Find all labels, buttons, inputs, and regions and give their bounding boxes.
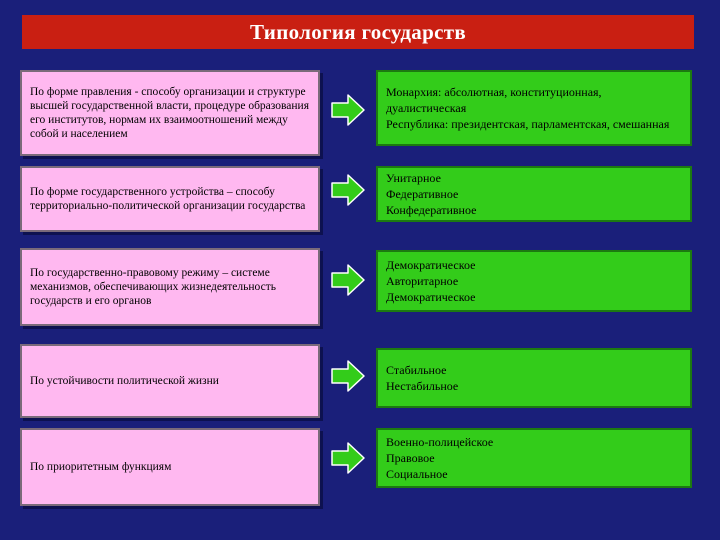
criterion-text: По форме государственного устройства – способу территориально-политической организации государства — [30, 186, 306, 212]
arrow-right-icon — [330, 262, 366, 298]
type-item: Республика: президентская, парламентская, смешанная — [386, 117, 670, 131]
type-item: Стабильное — [386, 363, 447, 377]
criterion-text: По устойчивости политической жизни — [30, 375, 219, 387]
types-box-stability — [376, 348, 692, 408]
type-item: Федеративное — [386, 187, 459, 201]
criterion-box-form-of-government — [20, 70, 320, 156]
type-item: Монархия: абсолютная, конституционная, дуалистическая — [386, 85, 602, 115]
arrow-right-icon — [330, 92, 366, 128]
criterion-box-form-of-structure — [20, 166, 320, 232]
criterion-box-stability — [20, 344, 320, 418]
type-item: Унитарное — [386, 171, 441, 185]
types-box-priority-functions — [376, 428, 692, 488]
type-item: Конфедеративное — [386, 203, 477, 217]
type-item: Демократическое — [386, 258, 476, 272]
types-box-form-of-government — [376, 70, 692, 146]
criterion-text: По приоритетным функциям — [30, 461, 172, 473]
type-item: Правовое — [386, 451, 435, 465]
type-item: Социальное — [386, 467, 448, 481]
types-box-form-of-structure — [376, 166, 692, 222]
criterion-box-priority-functions — [20, 428, 320, 506]
type-item: Военно-полицейское — [386, 435, 494, 449]
arrow-right-icon — [330, 358, 366, 394]
page-title: Типология государств — [22, 15, 694, 49]
criterion-text: По государственно-правовому режиму – системе механизмов, обеспечивающих жизнедеятельность государств и его органов — [30, 267, 276, 307]
arrow-right-icon — [330, 440, 366, 476]
types-box-legal-regime — [376, 250, 692, 312]
type-item: Авторитарное — [386, 274, 459, 288]
arrow-right-icon — [330, 172, 366, 208]
criterion-box-legal-regime — [20, 248, 320, 326]
type-item: Демократическое — [386, 290, 476, 304]
type-item: Нестабильное — [386, 379, 459, 393]
criterion-text: По форме правления - способу организации и структуре высшей государственной власти, процедуре образования его институтов, нормам их взаимоотношений между собой и населением — [30, 86, 309, 140]
